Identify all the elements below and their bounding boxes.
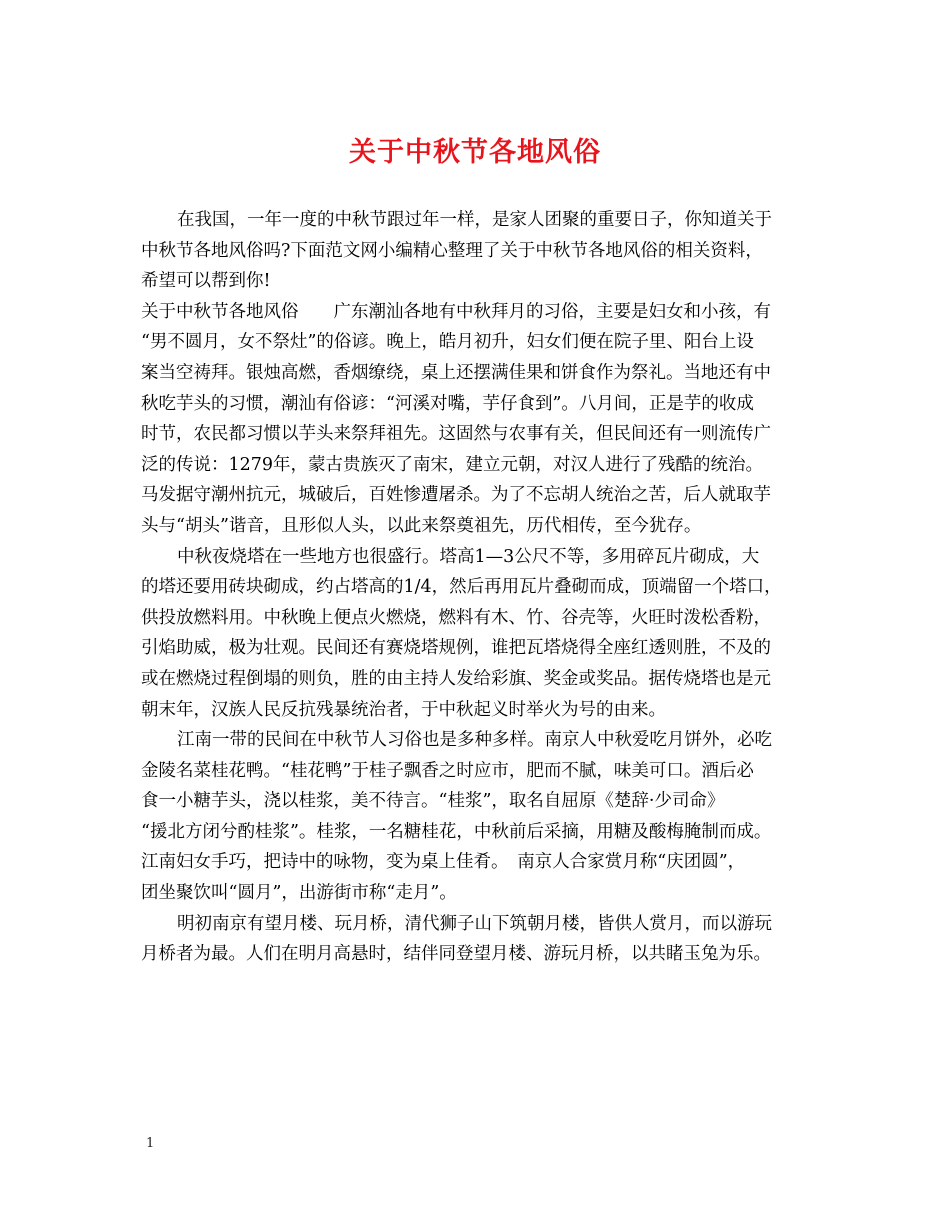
text-line: “援北方闭兮酌桂浆”。桂浆，一名糖桂花，中秋前后采摘，用糖及酸梅腌制而成。 bbox=[141, 821, 772, 842]
text-line: 的塔还要用砖块砌成，约占塔高的1/4，然后再用瓦片叠砌而成，顶端留一个塔口， bbox=[141, 577, 782, 598]
text-line: 朝末年，汉族人民反抗残暴统治者，于中秋起义时举火为号的由来。 bbox=[141, 699, 666, 720]
text-line: 马发据守潮州抗元，城破后，百姓惨遭屠杀。为了不忘胡人统治之苦，后人就取芋 bbox=[141, 485, 771, 506]
text-line: 食一小糖芋头，浇以桂浆，美不待言。“桂浆”，取名自屈原《楚辞·少司命》 bbox=[141, 791, 725, 812]
text-line: 案当空祷拜。银烛高燃，香烟缭绕，桌上还摆满佳果和饼食作为祭礼。当地还有中 bbox=[141, 362, 771, 383]
page-number: 1 bbox=[146, 1136, 155, 1151]
text-line: 团坐聚饮叫“圆月”，出游街市称“走月”。 bbox=[141, 883, 457, 904]
text-line: 金陵名菜桂花鸭。“桂花鸭”于桂子飘香之时应市，肥而不腻，味美可口。酒后必 bbox=[141, 760, 754, 781]
text-line: 或在燃烧过程倒塌的则负，胜的由主持人发给彩旗、奖金或奖品。据传烧塔也是元 bbox=[141, 668, 771, 689]
document-title: 关于中秋节各地风俗 bbox=[349, 137, 601, 168]
text-line: 关于中秋节各地风俗 广东潮汕各地有中秋拜月的习俗，主要是妇女和小孩，有 bbox=[141, 301, 771, 322]
text-line: 秋吃芋头的习惯，潮汕有俗谚：“河溪对嘴，芋仔食到”。八月间，正是芋的收成 bbox=[141, 393, 754, 414]
text-line: 江南一带的民间在中秋节人习俗也是多种多样。南京人中秋爱吃月饼外，必吃 bbox=[177, 730, 772, 751]
text-line: 头与“胡头”谐音，且形似人头，以此来祭奠祖先，历代相传，至今犹存。 bbox=[141, 515, 702, 536]
text-line: 时节，农民都习惯以芋头来祭拜祖先。这固然与农事有关，但民间还有一则流传广 bbox=[141, 424, 771, 445]
text-line: 中秋夜烧塔在一些地方也很盛行。塔高1—3公尺不等，多用碎瓦片砌成，大 bbox=[177, 546, 760, 567]
text-line: “男不圆月，女不祭灶”的俗谚。晚上，皓月初升，妇女们便在院子里、阳台上设 bbox=[141, 332, 754, 353]
text-line: 引焰助威，极为壮观。民间还有赛烧塔规例，谁把瓦塔烧得全座红透则胜，不及的 bbox=[141, 638, 771, 659]
text-line: 江南妇女手巧，把诗中的咏物，变为桌上佳肴。 南京人合家赏月称“庆团圆”， bbox=[141, 852, 746, 873]
text-line: 希望可以帮到你! bbox=[141, 271, 271, 292]
text-line: 中秋节各地风俗吗?下面范文网小编精心整理了关于中秋节各地风俗的相关资料， bbox=[141, 240, 763, 261]
text-line: 明初南京有望月楼、玩月桥，清代狮子山下筑朝月楼，皆供人赏月，而以游玩 bbox=[177, 913, 772, 934]
text-line: 在我国，一年一度的中秋节跟过年一样，是家人团聚的重要日子，你知道关于 bbox=[177, 210, 772, 230]
text-line: 泛的传说：1279年，蒙古贵族灭了南宋，建立元朝，对汉人进行了残酷的统治。 bbox=[141, 454, 764, 475]
text-line: 月桥者为最。人们在明月高悬时，结伴同登望月楼、游玩月桥，以共睹玉兔为乐。 bbox=[141, 944, 771, 965]
document-body bbox=[141, 205, 831, 970]
text-line: 供投放燃料用。中秋晚上便点火燃烧，燃料有木、竹、谷壳等，火旺时泼松香粉， bbox=[141, 607, 771, 628]
